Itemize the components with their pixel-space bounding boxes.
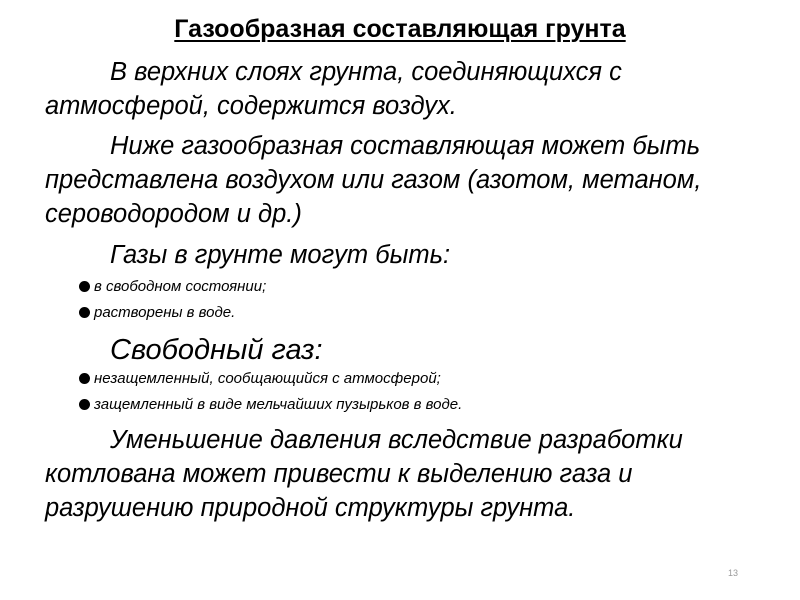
bullet-dot-icon [79, 281, 90, 292]
list-item [78, 366, 462, 392]
gas-states-list [78, 274, 266, 326]
paragraph-pressure-decrease: Уменьшение давления вследствие разработки котлована может привести к выделению газа и разрушению природной структуры грунта. [45, 426, 683, 522]
bullet-dot-icon [79, 373, 90, 384]
paragraph-gas-states-intro: Газы в грунте могут быть: [110, 241, 451, 269]
bullet-dot-icon [79, 399, 90, 410]
list-item-text: защемленный в виде мельчайших пузырьков в воде. [94, 396, 463, 413]
list-item-text: растворены в воде. [94, 304, 236, 321]
list-item-text: в свободном состоянии; [94, 278, 267, 295]
list-item [78, 392, 462, 418]
free-gas-types-list [78, 366, 462, 418]
free-gas-heading: Свободный газ: [110, 334, 323, 366]
slide-title: Газообразная составляющая грунта [174, 15, 626, 43]
paragraph-air-upper-layers: В верхних слоях грунта, соединяющихся с атмосферой, содержится воздух. [45, 58, 622, 120]
list-item-text: незащемленный, сообщающийся с атмосферой; [94, 370, 441, 387]
page-number: 13 [728, 568, 739, 578]
list-item [78, 274, 266, 300]
list-item [78, 300, 266, 326]
bullet-dot-icon [79, 307, 90, 318]
paragraph-gas-composition: Ниже газообразная составляющая может быть представлена воздухом или газом (азотом, метаном, сероводородом и др.) [45, 132, 702, 228]
